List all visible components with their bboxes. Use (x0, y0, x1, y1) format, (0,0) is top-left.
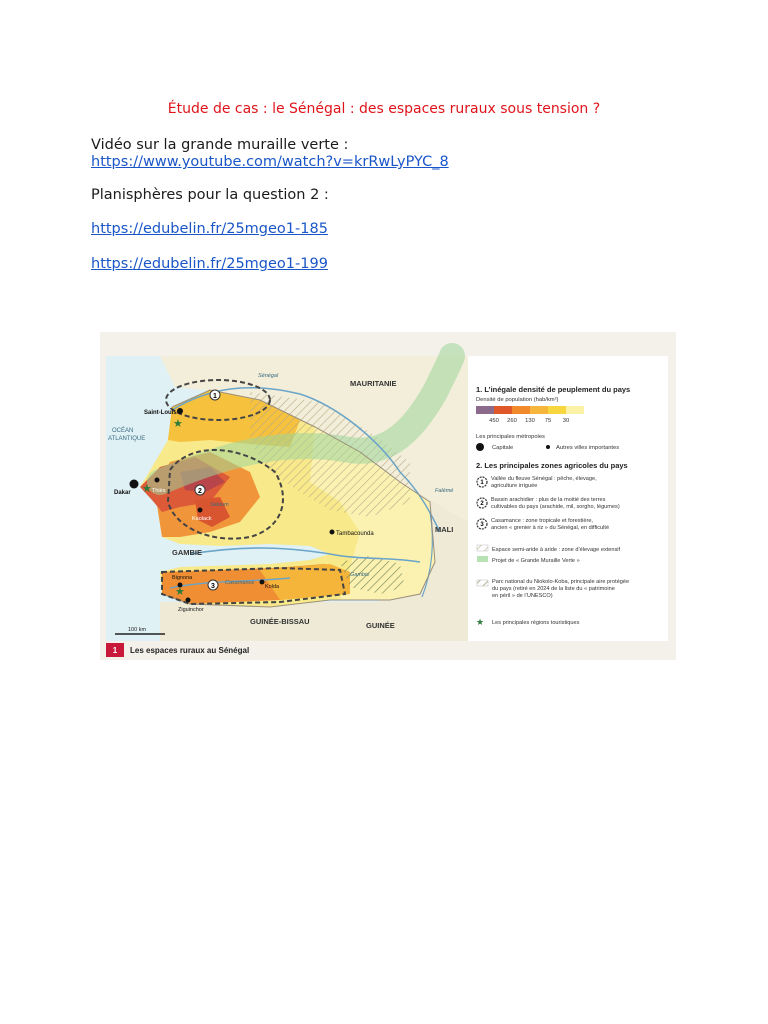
legend-metros-title: Les principales métropoles (476, 434, 545, 440)
label-gambie: GAMBIE (172, 548, 202, 557)
legend-touristique: Les principales régions touristiques (492, 620, 580, 626)
legend-parc-line1: Parc national du Niokolo-Koba, principale aire protégée (492, 579, 630, 585)
legend-zone2-line2: cultivables du pays (arachide, mil, sorgho, légumes) (491, 504, 620, 510)
density-tick: 260 (507, 418, 517, 424)
scale-bar: 100 km (128, 627, 147, 633)
label-river-gambie: Gambie (350, 572, 370, 578)
legend-zone3-line1: Casamance : zone tropicale et forestière, (491, 518, 593, 524)
label-guinee: GUINÉE (366, 621, 395, 630)
label-river-senegal: Sénégal (258, 373, 279, 379)
legend-section2-title: 2. Les principales zones agricoles du pays (476, 461, 628, 470)
label-ocean: OCÉAN (112, 428, 134, 434)
label-river-faleme: Falémé (435, 488, 454, 494)
label-atlantique: ATLANTIQUE (108, 436, 146, 442)
svg-text:3: 3 (480, 522, 484, 528)
caption-number: 1 (112, 646, 118, 655)
star-icon: ★ (175, 586, 185, 598)
svg-text:2: 2 (480, 501, 484, 507)
density-tick: 75 (544, 418, 552, 424)
label-mauritanie: MAURITANIE (350, 379, 397, 388)
city-saint-louis (177, 408, 183, 414)
city-kolda (260, 580, 265, 585)
label-kolda: Kolda (265, 584, 280, 590)
legend-muraille: Projet de « Grande Muraille Verte » (492, 558, 580, 564)
legend-section1-title: 1. L’inégale densité de peuplement du pays (476, 385, 631, 394)
city-thies (155, 478, 160, 483)
svg-text:2: 2 (198, 488, 202, 495)
label-bignona: Bignona (172, 575, 193, 581)
planispheres-label: Planisphères pour la question 2 : (91, 187, 329, 203)
legend-zone1-line2: agriculture irriguée (491, 483, 538, 489)
svg-text:3: 3 (211, 583, 215, 590)
legend-zone1-line1: Vallée du fleuve Sénégal : pêche, élevage, (491, 476, 597, 482)
label-thies: Thiès (152, 488, 166, 494)
star-icon: ★ (476, 617, 485, 627)
legend-autres-villes: Autres villes importantes (556, 445, 620, 451)
legend-zone2-line1: Bassin arachidier : plus de la moitié des terres (491, 497, 606, 503)
density-swatch (548, 406, 566, 414)
senegal-map-image (100, 332, 676, 660)
label-dakar: Dakar (114, 490, 131, 496)
video-link[interactable]: https://www.youtube.com/watch?v=krRwLyPYC_8 (91, 154, 449, 170)
label-guinee-bissau: GUINÉE-BISSAU (250, 617, 310, 626)
label-tambacounda: Tambacounda (336, 531, 374, 537)
legend-parc-line2: du pays (retiré en 2024 de la liste du « patrimoine (492, 586, 615, 592)
city-kaolack (198, 508, 203, 513)
label-river-casamance: Casamance (225, 580, 255, 586)
label-river-saloum: Saloum (210, 502, 229, 508)
svg-text:1: 1 (480, 480, 484, 486)
density-tick: 130 (525, 418, 535, 424)
label-saint-louis: Saint-Louis (144, 410, 177, 416)
legend-parc-line3: en péril » de l’UNESCO) (492, 593, 553, 599)
legend-capitale: Capitale (492, 445, 514, 451)
map-caption: Les espaces ruraux au Sénégal (130, 646, 250, 655)
density-tick: 30 (562, 418, 570, 424)
legend-semi-aride: Espace semi-aride à aride : zone d’élevage extensif (492, 547, 621, 553)
density-swatch (566, 406, 584, 414)
legend-zone3-line2: ancien « grenier à riz » du Sénégal, en difficulté (491, 525, 610, 531)
city-dakar (130, 480, 139, 489)
legend-density-label: Densité de population (hab/km²) (476, 397, 559, 403)
city-tambacounda (330, 530, 335, 535)
density-swatch (530, 406, 548, 414)
video-label: Vidéo sur la grande muraille verte : (91, 137, 349, 153)
label-ziguinchor: Ziguinchor (178, 607, 204, 613)
star-icon: ★ (142, 483, 152, 495)
svg-text:1: 1 (213, 393, 217, 400)
document-title: Étude de cas : le Sénégal : des espaces ruraux sous tension ? (167, 101, 601, 117)
planisphere-link-1[interactable]: https://edubelin.fr/25mgeo1-185 (91, 221, 328, 237)
planisphere-link-2[interactable]: https://edubelin.fr/25mgeo1-199 (91, 256, 328, 272)
label-kaolack: Kaolack (192, 516, 212, 522)
density-swatch (494, 406, 512, 414)
city-ziguinchor (186, 598, 191, 603)
density-swatch (512, 406, 530, 414)
label-mali: MALI (435, 525, 454, 534)
star-icon: ★ (173, 418, 183, 430)
density-swatch (476, 406, 494, 414)
density-tick: 450 (489, 418, 499, 424)
